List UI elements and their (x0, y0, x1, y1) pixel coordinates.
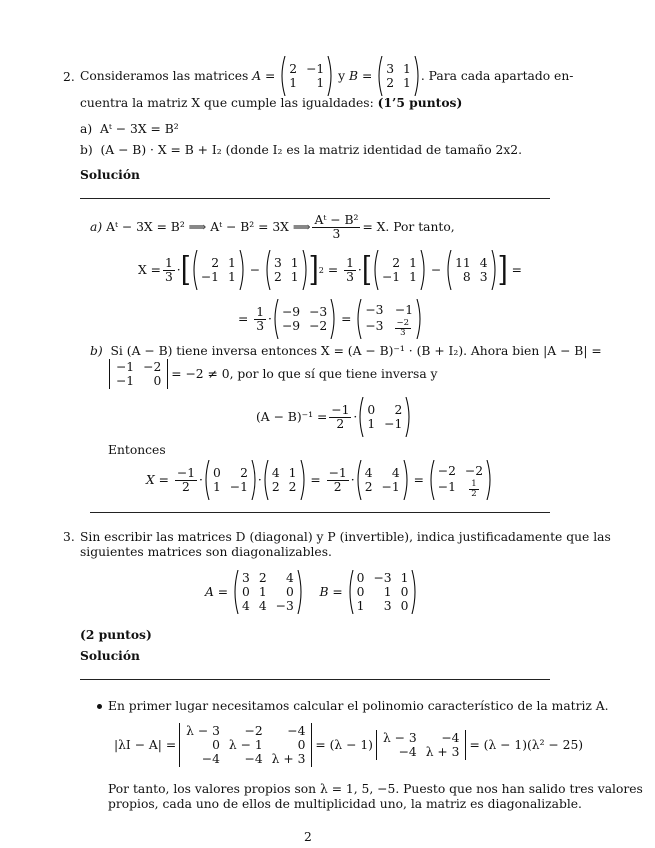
matrix-cell: 2 (386, 76, 395, 90)
matrix-cell: −4 (398, 745, 417, 759)
matrix-cell: 2 (258, 571, 267, 585)
sol-a-label: a) (90, 219, 103, 234)
matrix-cell: 1 (409, 270, 417, 284)
matrix-cell: 0 (285, 585, 294, 599)
matrix-cell: 0 (356, 571, 365, 585)
B-lhs: B = (319, 584, 343, 599)
char-poly-rhs: = (λ − 1)(λ² − 25) (469, 737, 584, 752)
matrix-cell: λ − 3 (186, 724, 220, 738)
paren-right (251, 460, 258, 500)
matrix-cell: λ + 3 (425, 745, 460, 759)
matrix-grid (210, 465, 251, 495)
problem-3-line2: siguientes matrices son diagonalizables. (80, 545, 332, 559)
separator-rule-3 (80, 679, 550, 680)
matrix-cell: 1 (383, 585, 392, 599)
bracket-close: ] (308, 250, 319, 290)
matrix-cell: λ − 1 (228, 738, 263, 752)
paren-right (302, 250, 309, 290)
bracket-open-b: [ (361, 250, 372, 290)
one-third-den: 3 (164, 269, 173, 284)
sol-b-text2: = −2 ≠ 0, por lo que sí que tiene inversa y (171, 366, 438, 381)
det-bar (376, 730, 377, 760)
bracket-open: [ (180, 250, 191, 290)
matrix-grid (113, 359, 164, 389)
item-a (80, 122, 179, 136)
problem-3-line1: Sin escribir las matrices D (diagonal) y P (invertible), indica justificadamente que las (80, 530, 611, 544)
matrix-cell: 1 (409, 256, 417, 270)
matrix-A3 (232, 570, 304, 614)
sol3-conclusion-1: Por tanto, los valores propios son λ = 1, 5, −5. Puesto que nos han salido tres valores (108, 782, 643, 796)
cell: −1 (437, 480, 456, 494)
cell-frac-num: 1 (471, 479, 477, 489)
cell: −3 (365, 303, 384, 317)
sol-a-frac-num: Aᵗ − B² (314, 212, 359, 227)
paren-right (491, 250, 498, 290)
paren-right (405, 397, 412, 437)
paren-left (232, 570, 239, 614)
minus-half-num: −1 (331, 402, 350, 417)
paren-left (272, 299, 279, 339)
matrix-cell: −1 (306, 62, 325, 76)
matrix-M6-grid (362, 302, 416, 336)
matrix-cell: 1 (289, 76, 298, 90)
paren-left (445, 250, 452, 290)
A-lhs: A = (205, 584, 229, 599)
bracket-close-b: ] (497, 250, 508, 290)
paren-left (264, 250, 271, 290)
matrix-A (279, 56, 334, 96)
matrix-cell: 2 (211, 256, 220, 270)
matrix-grid (198, 255, 239, 285)
one-third-c-den: 3 (256, 318, 265, 333)
sol-b-label: b) (90, 344, 103, 358)
matrix-cell: 1 (316, 76, 325, 90)
one-third-b-den: 3 (346, 269, 354, 284)
paren-left (355, 299, 362, 339)
sol-a-text1: Aᵗ − 3X = B² ⟹ Aᵗ − B² = 3X ⟹ (106, 219, 311, 234)
matrix-cell: 8 (462, 270, 471, 284)
item-b (80, 143, 522, 157)
paren-right (239, 250, 246, 290)
matrix-cell: 3 (479, 270, 488, 284)
matrix-cell: 4 (479, 256, 488, 270)
entonces-text: Entonces (108, 443, 166, 457)
matrix-grid (279, 304, 330, 334)
cell: −1 (394, 303, 414, 317)
item-a-label: a) (80, 122, 93, 136)
matrix-B (376, 56, 421, 96)
minus-half-b (175, 467, 197, 494)
paren-left (279, 56, 286, 96)
matrix-cell: 1 (356, 599, 365, 613)
matrix-cell: −1 (116, 374, 135, 388)
paren-left (203, 460, 210, 500)
cell: −2 (437, 464, 456, 478)
cell-frac (395, 318, 412, 338)
matrix-cell: 3 (273, 256, 282, 270)
minus-half-c (327, 467, 349, 494)
matrix-cell: 2 (364, 480, 373, 494)
matrix-cell: 2 (273, 270, 282, 284)
matrix-cell: −1 (381, 480, 400, 494)
det-bar (179, 723, 180, 767)
matrix-cell: −1 (381, 270, 401, 284)
matrix-cell: −3 (373, 571, 392, 585)
matrix-cell: 0 (400, 585, 409, 599)
cell-frac (467, 479, 481, 499)
X-equation-line1: X = $\frac{1}{3}$ · [ 2 1 −1 1 − 3 1 2 1 ] 2 = $\frac{1}{3}$ · [ 2 1 −1 1 − 11 4 8 3 ] = (138, 250, 522, 290)
paren-right (414, 56, 421, 96)
X-final-equation: X = $\frac{-1}{2}$ · 0 2 1 −1 · 4 1 2 2 = $\frac{-1}{2}$ · 4 4 2 −1 = −2 −2 −1 $\frac{1}{2}$ (146, 462, 493, 498)
matrix-cell: 4 (271, 466, 280, 480)
paren-right (420, 250, 427, 290)
det-bar (109, 359, 110, 389)
inverse-lhs: (A − B)⁻¹ = (256, 409, 328, 424)
paren-right (411, 570, 418, 614)
matrix-cell: 3 (242, 571, 250, 585)
paren-left (355, 460, 362, 500)
matrix-cell: 1 (403, 76, 411, 90)
paren-right (416, 299, 423, 339)
matrix-cell: 1 (290, 256, 299, 270)
one-third-b (344, 257, 356, 284)
matrix-cell: 2 (271, 480, 280, 494)
matrix-cell: 2 (394, 403, 403, 417)
matrix-cell: −2 (309, 319, 328, 333)
bullet-icon (97, 704, 102, 709)
matrix-cell: 11 (455, 256, 471, 270)
matrix-grid (271, 255, 302, 285)
matrix-cell: 1 (367, 417, 376, 431)
paren-right (486, 460, 493, 500)
det-bar (311, 723, 312, 767)
matrix-cell: 0 (153, 374, 162, 388)
paren-left (191, 250, 198, 290)
matrix-grid (286, 61, 327, 91)
matrix-Ma (203, 460, 258, 500)
matrix-cell: −4 (201, 752, 220, 766)
matrix-cell: 4 (258, 599, 267, 613)
matrix-Md (428, 460, 493, 500)
matrix-B3 (347, 570, 419, 614)
problem-2-intro: Consideramos las matrices (80, 68, 249, 83)
paren-right (403, 460, 410, 500)
item-b-text: (A − B) · X = B + I₂ (donde I₂ es la matriz identidad de tamaño 2x2. (100, 143, 523, 157)
paren-left (357, 397, 364, 437)
X-lhs: X = (138, 262, 161, 277)
solucion-heading-2: Solución (80, 167, 140, 182)
matrix-grid (364, 402, 405, 432)
matrix-cell: 1 (212, 480, 221, 494)
sol-b-line2 (106, 358, 438, 390)
matrix-cell: 0 (367, 403, 376, 417)
matrix-cell: 2 (289, 62, 298, 76)
sol-a-frac-den: 3 (332, 226, 341, 241)
matrix-cell: 1 (288, 466, 297, 480)
matrix-cell: −3 (275, 599, 294, 613)
paren-right (300, 460, 307, 500)
paren-left (347, 570, 354, 614)
matrix-cell: −1 (116, 360, 135, 374)
sol3-bullet-text: En primer lugar necesitamos calcular el polinomio característico de la matriz A. (108, 699, 609, 713)
sol-b-line1 (90, 344, 602, 358)
minus-half-den: 2 (336, 416, 345, 431)
matrix-grid (452, 255, 490, 285)
one-third (163, 257, 175, 284)
X-equation-line2: = $\frac{1}{3}$ · −9 −3 −9 −2 = −3 −1 −3 $\frac{-2}{3}$ (238, 300, 423, 338)
matrix-cell: 4 (242, 599, 250, 613)
matrix-cell: −1 (384, 417, 403, 431)
cell-frac-num: −2 (396, 318, 410, 328)
matrix-cell: −3 (309, 305, 328, 319)
paren-right (297, 570, 304, 614)
cell: −2 (464, 464, 484, 478)
matrix-grid (354, 570, 412, 614)
matrix-INV (357, 397, 412, 437)
char-poly-mid: = (λ − 1) (315, 737, 373, 752)
matrix-cell: 4 (364, 466, 373, 480)
matrix-cell: 1 (228, 256, 236, 270)
matrix-cell: −4 (244, 752, 263, 766)
matrix-grid (362, 465, 403, 495)
paren-right (330, 299, 337, 339)
char-poly-lhs: |λI − A| = (114, 737, 177, 752)
det-A-minus-B (106, 359, 171, 389)
minus-half-c-den: 2 (333, 479, 342, 494)
matrix-cell: −1 (200, 270, 220, 284)
det-bar (167, 359, 168, 389)
matrix-cell: 3 (383, 599, 392, 613)
matrix-cell: −2 (244, 724, 263, 738)
matrix-grid (383, 61, 414, 91)
paren-left (376, 56, 383, 96)
problem-2-line2-text: cuentra la matriz X que cumple las igualdades: (80, 96, 374, 110)
inverse-equation: (A − B)⁻¹ = $\frac{-1}{2}$ · 0 2 1 −1 (256, 400, 412, 434)
matrix-cell: 4 (391, 466, 400, 480)
minus-half (329, 404, 351, 431)
sol-a-text2: = X. Por tanto, (362, 219, 455, 234)
matrix-cell: 0 (242, 585, 250, 599)
matrix-M2 (264, 250, 309, 290)
item-b-label: b) (80, 143, 93, 157)
matrix-cell: λ + 3 (271, 752, 306, 766)
solucion-heading-3: Solución (80, 648, 140, 663)
matrix-cell: 1 (228, 270, 236, 284)
paren-left (262, 460, 269, 500)
problem-3-number: 3. (63, 530, 75, 544)
one-third-c-num: 1 (256, 304, 265, 319)
matrix-cell: −4 (287, 724, 306, 738)
matrix-cell: 0 (356, 585, 365, 599)
cell-frac-den: 3 (400, 328, 406, 338)
sol-b-text1: Si (A − B) tiene inversa entonces X = (A − B)⁻¹ · (B + I₂). Ahora bien |A − B| = (110, 344, 602, 358)
sol3-conclusion-2: propios, cada uno de ellos de multiplicidad uno, la matriz es diagonalizable. (108, 797, 582, 811)
matrix-M1 (191, 250, 246, 290)
matrix-cell: −1 (229, 480, 248, 494)
problem-2-number: 2. (63, 70, 75, 84)
minus-half-b-num: −1 (176, 465, 196, 480)
matrix-M5 (272, 299, 337, 339)
matrix-cell: −9 (281, 319, 301, 333)
separator-rule-2 (90, 512, 550, 513)
matrix-cell: −2 (143, 360, 162, 374)
matrix-cell: 1 (400, 571, 409, 585)
matrix-cell: −9 (281, 305, 301, 319)
item-a-text: Aᵗ − 3X = B² (99, 122, 179, 136)
det-3x3 (176, 723, 315, 767)
det-2x2 (373, 730, 470, 760)
matrix-grid (379, 255, 420, 285)
paren-left (428, 460, 435, 500)
matrix-grid (380, 730, 463, 760)
matrix-M4 (445, 250, 497, 290)
matrix-cell: 0 (400, 599, 409, 613)
matrix-Md-grid (435, 463, 486, 497)
matrix-M3 (372, 250, 427, 290)
problem-3-points: (2 puntos) (80, 627, 152, 642)
matrix-cell: 1 (290, 270, 299, 284)
matrix-cell: 3 (386, 62, 395, 76)
word-y: y (338, 68, 346, 83)
problem-2-points: (1’5 puntos) (377, 95, 463, 110)
minus-half-b-den: 2 (182, 479, 190, 494)
sol-a-line (90, 210, 455, 244)
matrix-M6 (355, 299, 423, 339)
matrix-cell: 0 (212, 466, 221, 480)
matrix-cell: λ − 3 (382, 731, 417, 745)
matrix-cell: 1 (403, 62, 411, 76)
problem-3-matrices (205, 566, 418, 618)
matrix-cell: 2 (240, 466, 248, 480)
cell: −3 (365, 319, 384, 333)
paren-right (327, 56, 334, 96)
matrix-cell: 0 (297, 738, 306, 752)
matrix-cell: 1 (258, 585, 267, 599)
problem-2-line2 (80, 96, 462, 110)
page-number: 2 (304, 830, 312, 844)
matrix-cell: 2 (288, 480, 297, 494)
minus-half-c-num: −1 (328, 465, 347, 480)
one-third-b-num: 1 (346, 255, 354, 270)
problem-2-line1: Consideramos las matrices A = 2 −1 1 1 y B = 3 1 2 1 . Para cada apartado en- (80, 58, 573, 94)
paren-left (372, 250, 379, 290)
matrix-grid (239, 570, 297, 614)
matrix-cell: −4 (441, 731, 460, 745)
matrix-Mc (355, 460, 410, 500)
problem-2-line1-end: . Para cada apartado en- (420, 68, 574, 83)
separator-rule (80, 198, 550, 199)
one-third-num: 1 (164, 255, 173, 270)
char-poly-equation (114, 720, 583, 770)
one-third-c (254, 306, 266, 333)
matrix-grid (183, 723, 308, 767)
matrix-cell: 4 (285, 571, 294, 585)
matrix-cell: 0 (212, 738, 220, 752)
sol-a-fraction (312, 214, 360, 241)
matrix-grid (269, 465, 300, 495)
matrix-Mb (262, 460, 307, 500)
matrix-cell: 2 (392, 256, 401, 270)
det-bar (465, 730, 466, 760)
cell-frac-den: 2 (471, 489, 477, 499)
